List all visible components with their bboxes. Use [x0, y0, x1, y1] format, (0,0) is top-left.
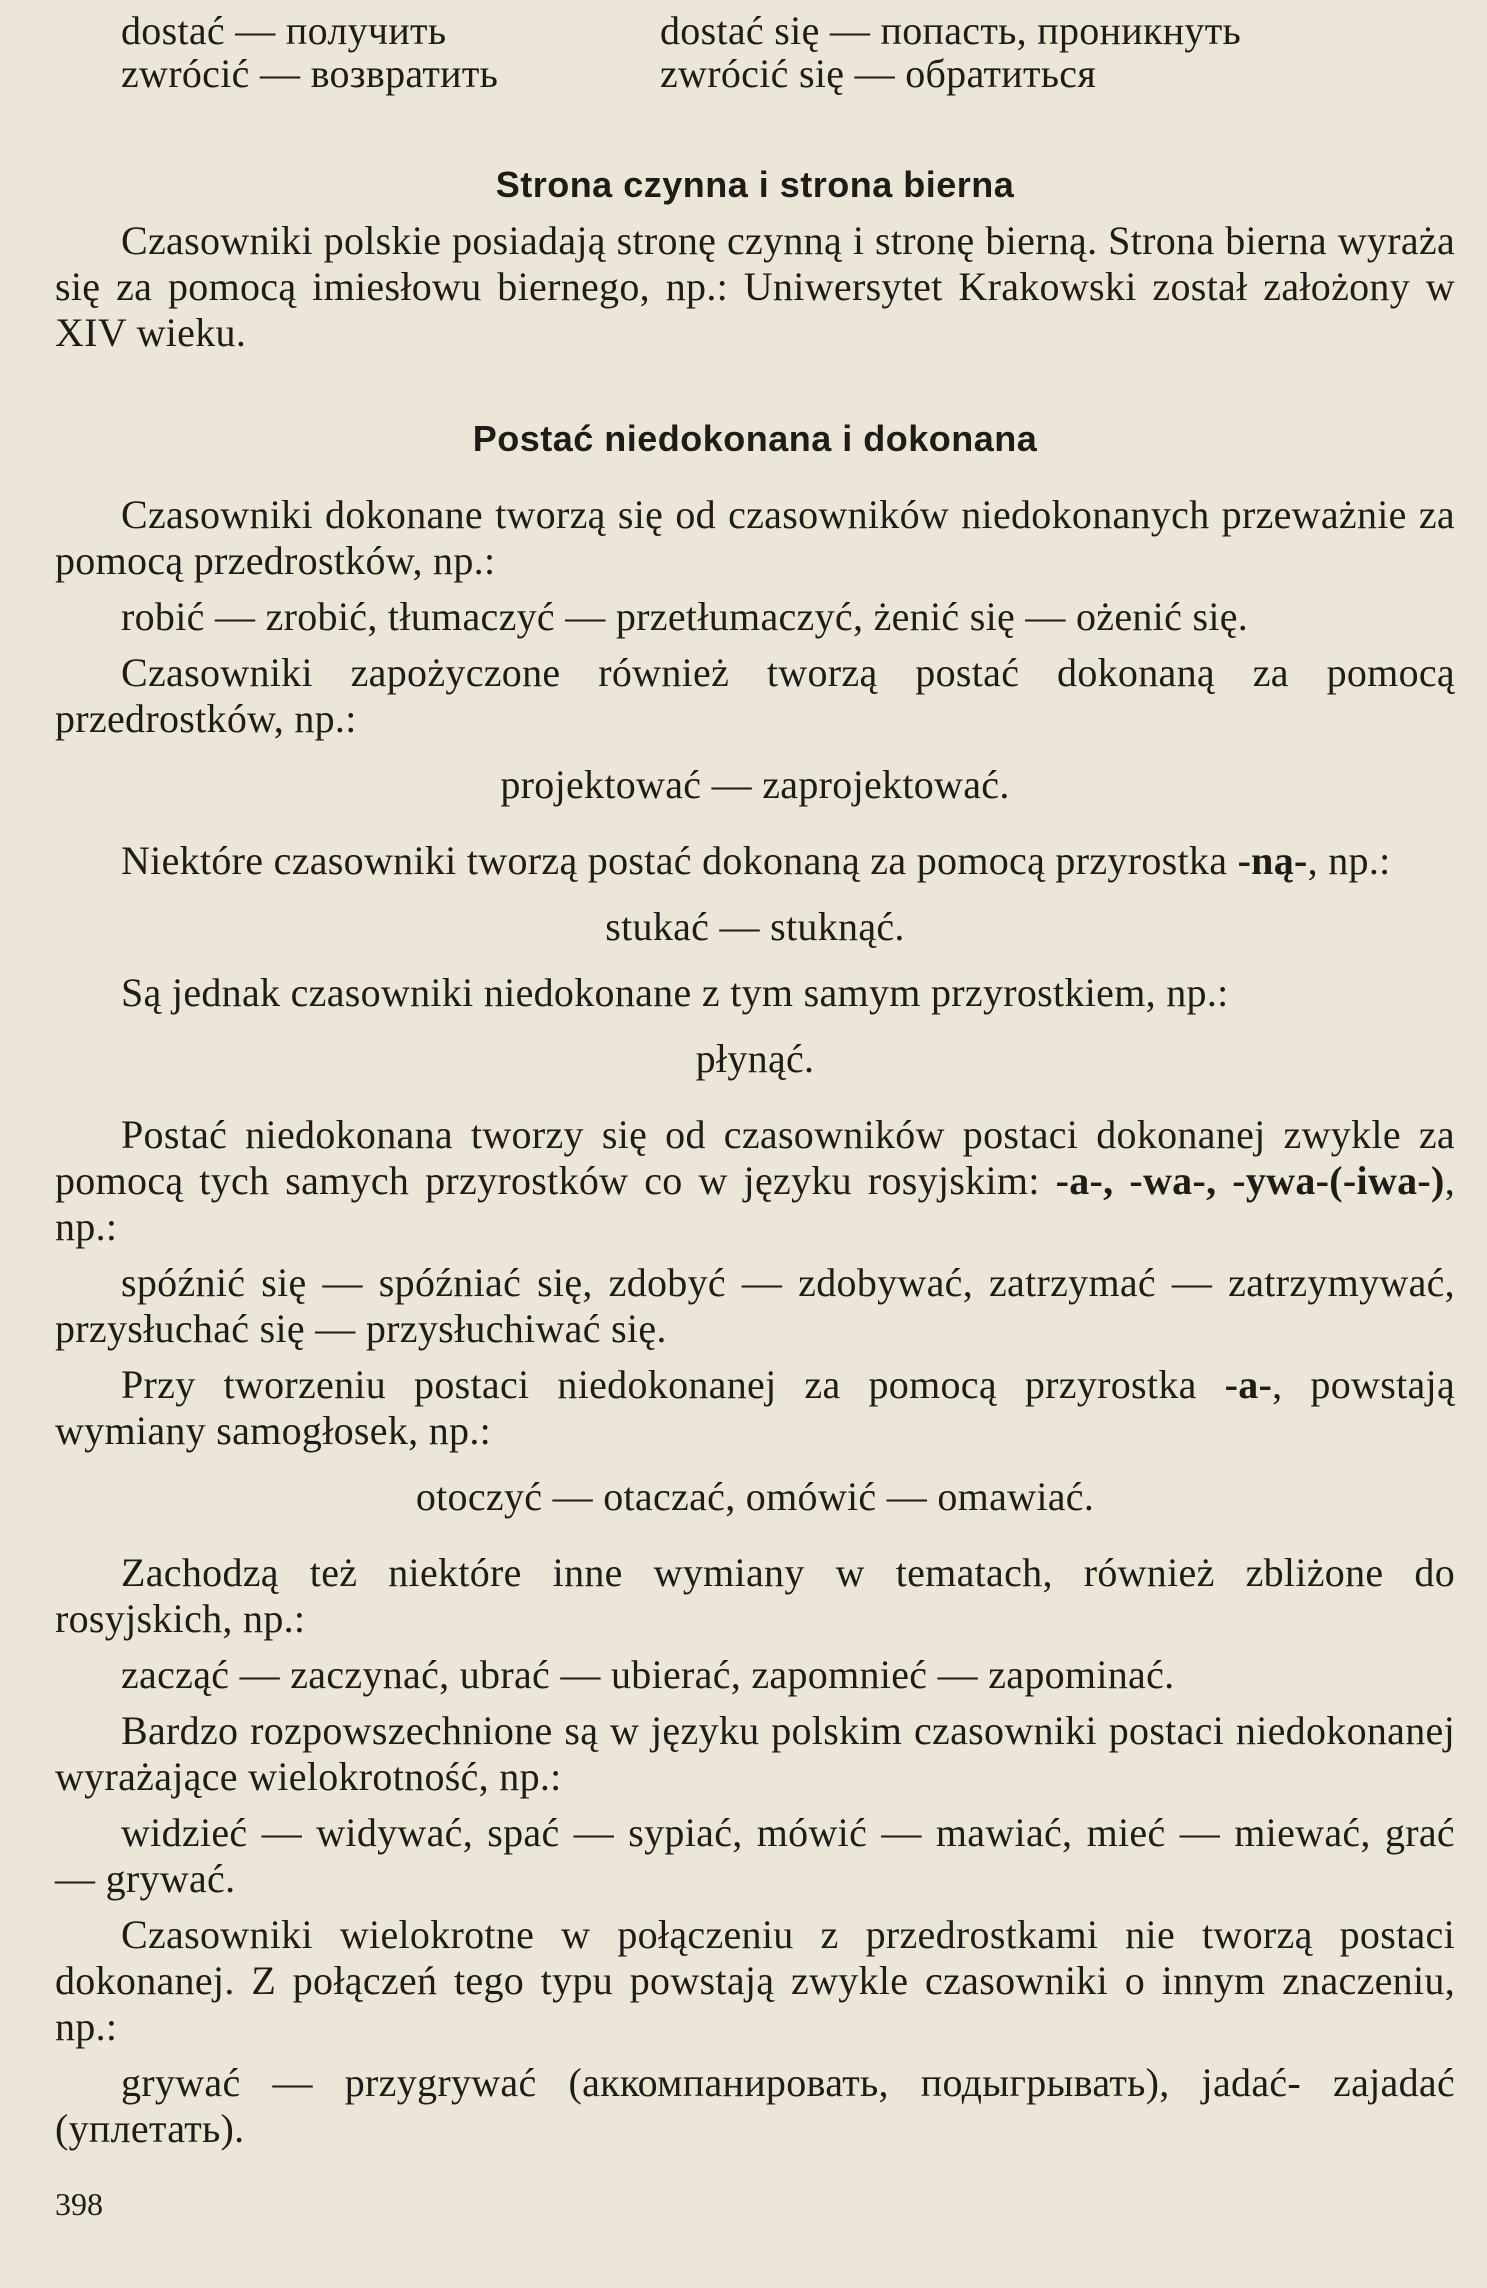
- paragraph-text: , powstają wymiany samogłosek, np.:: [55, 1362, 1456, 1453]
- paragraph: Czasowniki polskie posiadają stronę czynną i stronę bierną. Strona bierna wyraża się za pomocą imiesłowu biernego, np.: Uniwersytet Krakowski został założony w XIV wieku.: [55, 218, 1455, 355]
- example-line: stukać — stuknąć.: [605, 904, 905, 949]
- paragraph: [55, 1362, 1455, 1454]
- page-content: [55, 8, 1455, 2152]
- verb-pair: dostać — получить: [121, 8, 447, 53]
- paragraph-text: , np.:: [1307, 838, 1391, 883]
- paragraph-text: , np.:: [55, 1158, 1455, 1249]
- example-line: spóźnić się — spóźniać się, zdobyć — zdobywać, zatrzymać — zatrzymywać, przysłuchać się — przysłuchiwać się.: [55, 1260, 1455, 1351]
- example-line: projektować — zaprojektować.: [500, 762, 1010, 807]
- paragraph: [55, 1112, 1455, 1250]
- paragraph: Czasowniki dokonane tworzą się od czasowników niedokonanych przeważnie za pomocą przedrostków, np.:: [55, 492, 1455, 583]
- suffix-label: -a-, -wa-, -ywa-(-iwa-): [1055, 1158, 1445, 1203]
- paragraph-text: Przy tworzeniu postaci niedokonanej za pomocą przyrostka: [121, 1362, 1225, 1407]
- paragraph: Zachodzą też niektóre inne wymiany w tematach, również zbliżone do rosyjskich, np.:: [55, 1550, 1455, 1641]
- paragraph-text: Postać niedokonana tworzy się od czasowników postaci dokonanej zwykle za pomocą tych samych przyrostków co w języku rosyjskim:: [55, 1112, 1455, 1203]
- paragraph-text: Niektóre czasowniki tworzą postać dokonaną za pomocą przyrostka: [121, 838, 1238, 883]
- verb-pair: zwrócić się — обратиться: [660, 51, 1097, 96]
- suffix-label: -ną-: [1237, 838, 1308, 883]
- paragraph: Czasowniki zapożyczone również tworzą postać dokonaną za pomocą przedrostków, np.:: [55, 650, 1455, 741]
- example-line: widzieć — widywać, spać — sypiać, mówić — mawiać, mieć — miewać, grać — grywać.: [55, 1810, 1455, 1901]
- paragraph: [55, 838, 1455, 884]
- example-line: grywać — przygrywać (аккомпанировать, подыгрывать), jadać- zajadać (уплетать).: [55, 2060, 1455, 2151]
- suffix-label: -a-: [1224, 1362, 1273, 1407]
- verb-pairs: [55, 8, 1455, 94]
- paragraph: Są jednak czasowniki niedokonane z tym samym przyrostkiem, np.:: [121, 970, 1229, 1015]
- page-number: 398: [55, 2186, 103, 2222]
- verb-pair: zwrócić — возвратить: [121, 51, 499, 96]
- paragraph: Czasowniki wielokrotne w połączeniu z przedrostkami nie tworzą postaci dokonanej. Z połączeń tego typu powstają zwykle czasowniki o innym znaczeniu, np.:: [55, 1912, 1455, 2049]
- verb-pair: dostać się — попасть, проникнуть: [660, 8, 1242, 53]
- example-line: otoczyć — otaczać, omówić — omawiać.: [415, 1474, 1095, 1519]
- section-heading: Strona czynna i strona bierna: [495, 164, 1015, 205]
- example-line: robić — zrobić, tłumaczyć — przetłumaczyć, żenić się — ożenić się.: [121, 594, 1249, 639]
- paragraph: Bardzo rozpowszechnione są w języku polskim czasowniki postaci niedokonanej wyrażające wielokrotność, np.:: [55, 1708, 1455, 1799]
- example-line: płynąć.: [695, 1036, 815, 1081]
- section-heading: Postać niedokonana i dokonana: [472, 418, 1038, 459]
- example-line: zacząć — zaczynać, ubrać — ubierać, zapomnieć — zapominać.: [121, 1652, 1175, 1697]
